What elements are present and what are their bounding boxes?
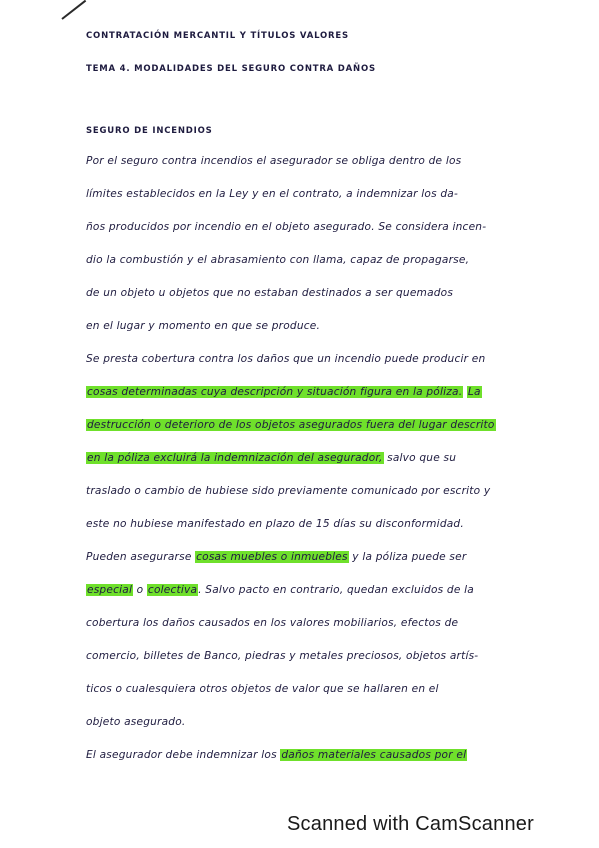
course-title: CONTRATACIÓN MERCANTIL Y TÍTULOS VALORES (86, 31, 349, 41)
text-segment: de un objeto u objetos que no estaban destinados a ser quemados (86, 287, 454, 299)
text-segment: límites establecidos en la Ley y en el contrato, a indemnizar los da- (86, 188, 459, 200)
text-line (86, 518, 464, 530)
highlighted-text: destrucción o deterioro de los objetos asegurados fuera del lugar descrito (87, 419, 495, 431)
text-line (86, 749, 467, 761)
highlighted-text: daños materiales causados por el (281, 749, 467, 761)
text-segment: . Salvo pacto en contrario, quedan excluidos de la (198, 584, 474, 596)
text-segment: en el lugar y momento en que se produce. (86, 320, 321, 332)
text-line (86, 188, 458, 200)
text-segment: ños producidos por incendio en el objeto asegurado. Se considera incen- (86, 221, 487, 233)
text-line (86, 716, 185, 728)
highlighted-text: cosas determinadas cuya descripción y situación figura en la póliza. (87, 386, 463, 398)
text-segment: Pueden asegurarse (86, 551, 196, 563)
highlighted-text: colectiva (147, 584, 198, 596)
text-segment: salvo que su (383, 452, 457, 464)
text-segment: este no hubiese manifestado en plazo de 15 días su disconformidad. (86, 518, 464, 530)
text-segment: comercio, billetes de Banco, piedras y metales preciosos, objetos artís- (86, 650, 479, 662)
highlighted-text: La (467, 386, 481, 398)
text-line (86, 320, 320, 332)
text-line (86, 254, 469, 266)
text-segment: ticos o cualesquiera otros objetos de valor que se hallaren en el (86, 683, 439, 695)
text-segment: objeto asegurado. (86, 716, 186, 728)
text-line (86, 419, 496, 431)
text-segment: y la póliza puede ser (348, 551, 467, 563)
text-segment: o (133, 584, 147, 596)
text-line (86, 650, 478, 662)
camscanner-watermark: Scanned with CamScanner (287, 813, 534, 835)
text-line (86, 584, 474, 596)
text-segment: cobertura los daños causados en los valores mobiliarios, efectos de (86, 617, 459, 629)
text-segment: Se presta cobertura contra los daños que un incendio puede producir en (86, 353, 486, 365)
text-line (86, 353, 485, 365)
highlighted-text: en la póliza excluirá la indemnización del asegurador, (87, 452, 383, 464)
highlighted-text: especial (87, 584, 133, 596)
text-line (86, 617, 458, 629)
text-line (86, 452, 456, 464)
section-title: SEGURO DE INCENDIOS (86, 126, 213, 136)
text-segment: traslado o cambio de hubiese sido previamente comunicado por escrito y (86, 485, 491, 497)
text-line (86, 221, 486, 233)
text-line (86, 287, 453, 299)
text-line (86, 485, 490, 497)
text-segment: El asegurador debe indemnizar los (86, 749, 281, 761)
text-segment: Por el seguro contra incendios el asegurador se obliga dentro de los (86, 155, 462, 167)
text-line (86, 155, 461, 167)
topic-title: TEMA 4. MODALIDADES DEL SEGURO CONTRA DAÑOS (86, 64, 376, 74)
text-line (86, 551, 466, 563)
margin-tick-mark (61, 0, 86, 20)
text-segment: dio la combustión y el abrasamiento con llama, capaz de propagarse, (86, 254, 470, 266)
highlighted-text: cosas muebles o inmuebles (196, 551, 348, 563)
text-line (86, 683, 439, 695)
text-line (86, 386, 482, 398)
